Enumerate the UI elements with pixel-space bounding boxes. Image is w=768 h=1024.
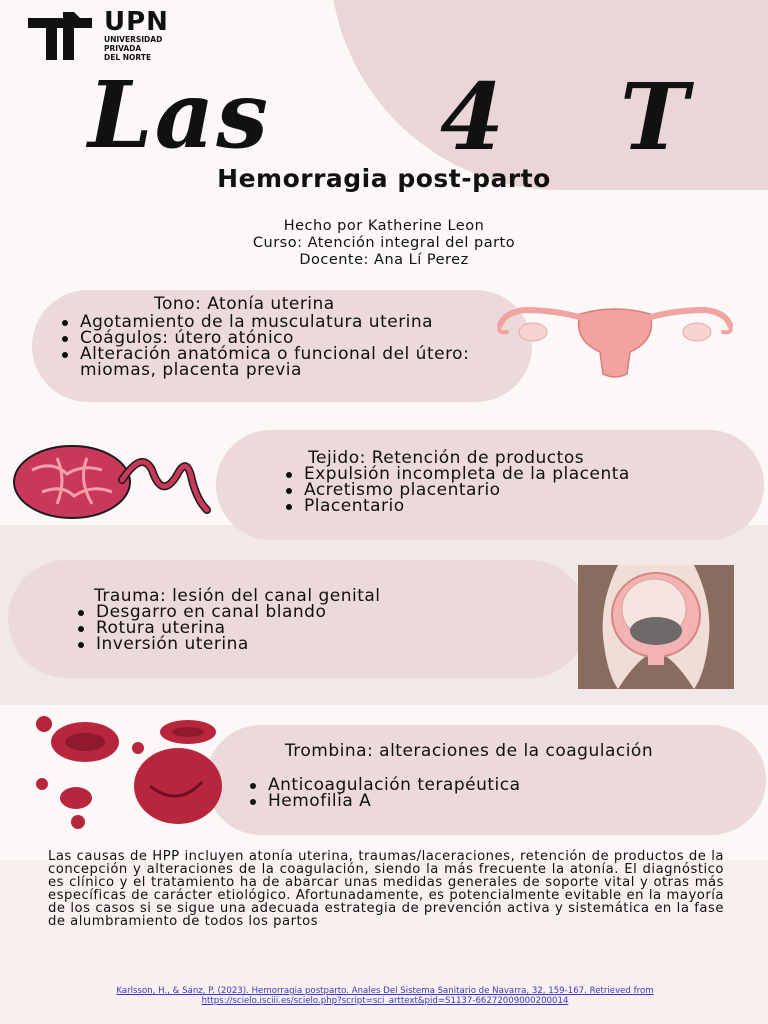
reference-url[interactable]: https://scielo.isciii.es/scielo.php?script=sci_arttext&pid=S1137-66272009000200014: [201, 996, 569, 1006]
background-shape-top: [330, 0, 768, 190]
logo-sub-line: UNIVERSIDAD: [104, 35, 163, 44]
logo-sub-line: PRIVADA: [104, 44, 142, 53]
logo-subtitle: [104, 35, 162, 62]
section-heading: Trombina: alteraciones de la coagulación: [284, 741, 654, 761]
section-trombina: [206, 725, 766, 835]
list-item: Hemofilia A: [242, 793, 521, 809]
uterus-icon: [495, 300, 735, 380]
reference-citation[interactable]: Karlsson, H., & Sanz, P. (2023). Hemorragia postparto. Anales Del Sistema Sanitario de Navarra, 32, 159-167. Retrieved from: [116, 986, 654, 996]
list-item: Anticoagulación terapéutica: [242, 777, 521, 793]
list-item: Acretismo placentario: [278, 482, 678, 498]
reference-link[interactable]: [20, 986, 750, 1006]
section-list: [278, 466, 678, 514]
section-list: [70, 604, 326, 652]
page-subtitle: Hemorragia post-parto: [217, 164, 551, 193]
list-item: Alteración anatómica o funcional del útero: miomas, placenta previa: [54, 346, 520, 378]
summary-paragraph: Las causas de HPP incluyen atonía uterina, traumas/laceraciones, retención de productos de la concepción y alteraciones de la coagulación, siendo la más frecuente la atonía. El diagnóstico es clínico y el tratamiento ha de abarcar unas medidas generales de soporte vital y otras más específicas de carácter etiológico. Afortunadamente, es potencialmente evitable en la mayoría de los casos si se sigue una adecuada estrategia de prevención activa y sistemática en la fase de alumbramiento de todos los partos: [48, 849, 724, 929]
section-heading: Tono: Atonía uterina: [154, 294, 335, 314]
credits: [0, 218, 768, 269]
upn-logo-icon: [28, 12, 92, 60]
section-trauma: [8, 560, 588, 678]
title-letter: T: [620, 63, 689, 171]
credit-author: Hecho por Katherine Leon: [283, 218, 485, 234]
list-item: Desgarro en canal blando: [70, 604, 326, 620]
logo-sub-line: DEL NORTE: [104, 53, 152, 62]
title-number: 4: [440, 63, 505, 171]
title-las: Las: [88, 61, 271, 169]
logo-name: UPN: [104, 7, 169, 37]
section-heading: Trauma: lesión del canal genital: [94, 586, 381, 606]
list-item: Placentario: [278, 498, 678, 514]
list-item: Inversión uterina: [70, 636, 326, 652]
section-tejido: [216, 430, 764, 540]
section-tono: [32, 290, 532, 402]
list-item: Expulsión incompleta de la placenta: [278, 466, 664, 482]
list-item: Rotura uterina: [70, 620, 326, 636]
section-list: [54, 314, 534, 378]
section-heading: Tejido: Retención de productos: [308, 448, 585, 468]
credit-course: Curso: Atención integral del parto: [252, 235, 516, 251]
list-item: Agotamiento de la musculatura uterina: [54, 314, 500, 330]
blood-cells-icon: [30, 712, 230, 830]
pregnant-pelvis-icon: [568, 565, 744, 689]
placenta-icon: [12, 440, 212, 520]
credit-teacher: Docente: Ana Lí Perez: [299, 252, 469, 268]
list-item: Coágulos: útero atónico: [54, 330, 534, 346]
section-list: [242, 777, 521, 809]
